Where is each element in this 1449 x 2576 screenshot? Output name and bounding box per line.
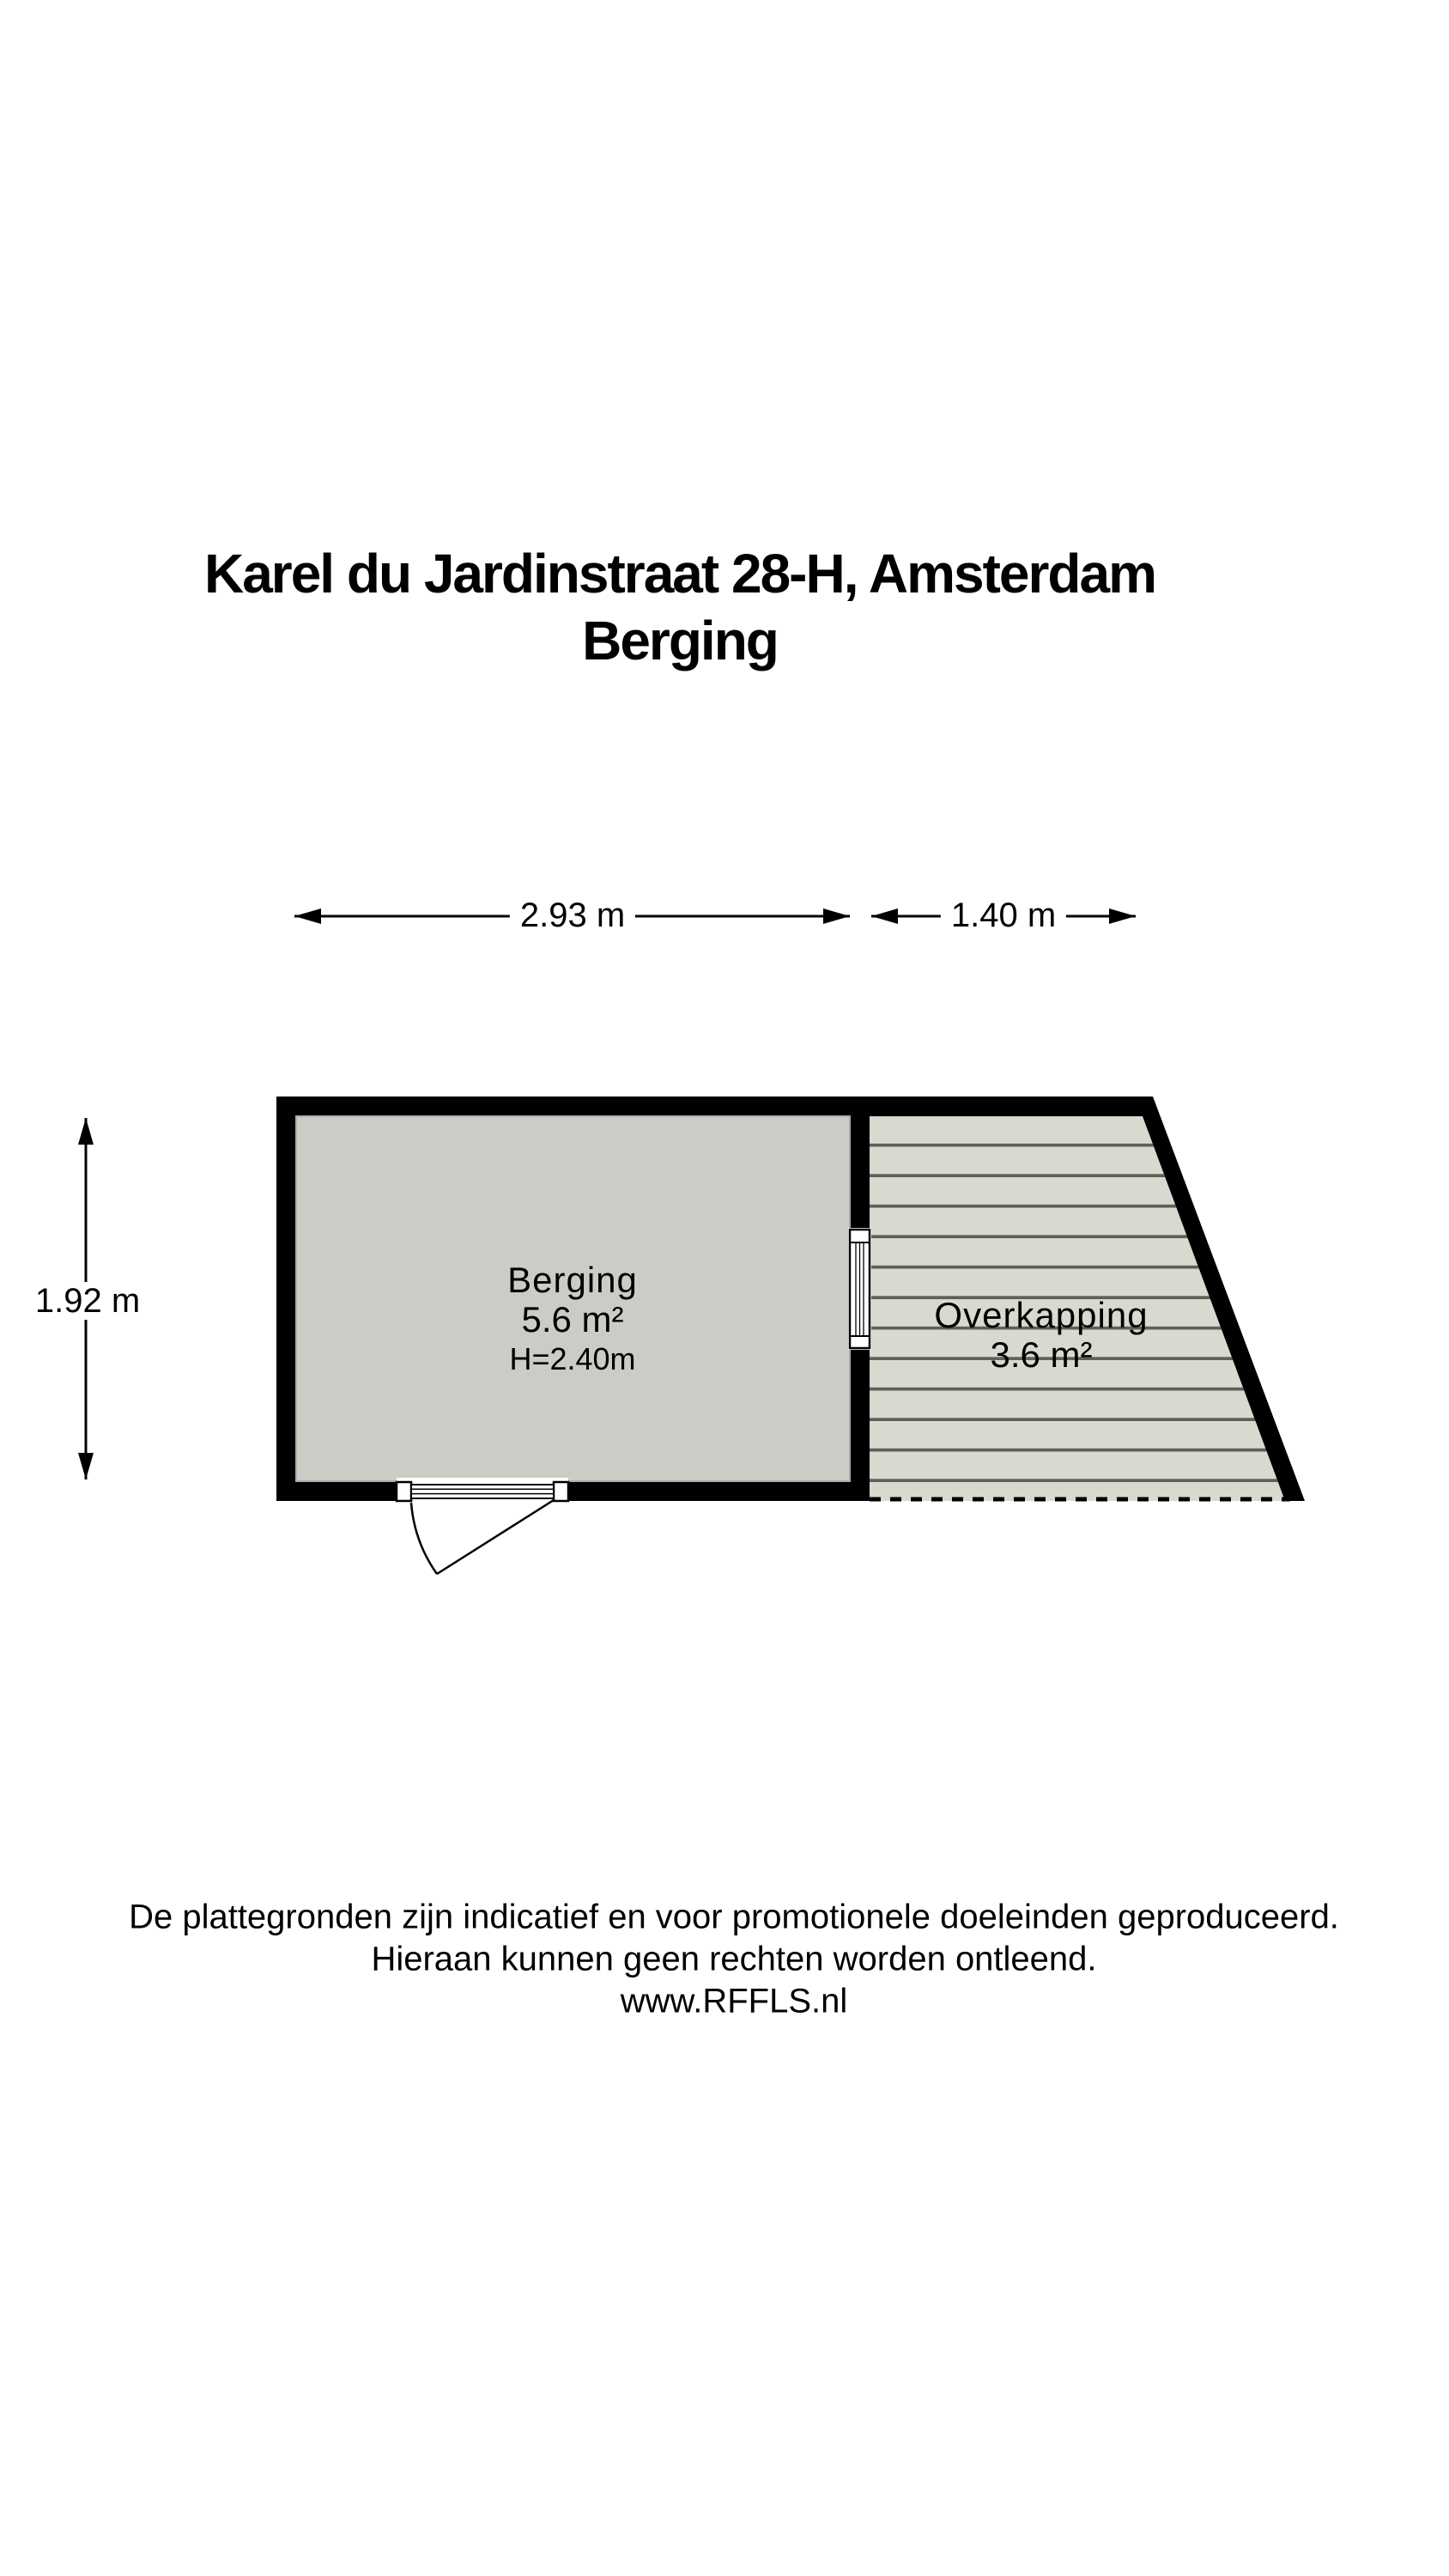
- dim-arrowhead-right: [823, 908, 850, 924]
- berging-room-name: Berging: [507, 1260, 638, 1300]
- dim-arrowhead-left: [294, 908, 321, 924]
- berging-ceiling-height: H=2.40m: [509, 1341, 636, 1376]
- door-jamb-right: [554, 1482, 568, 1501]
- disclaimer-line-1: De plattegronden zijn indicatief en voor promotionele doeleinden geproduceerd.: [129, 1898, 1339, 1936]
- disclaimer-line-2: Hieraan kunnen geen rechten worden ontleend.: [371, 1940, 1097, 1978]
- dim-label-berging-depth: 1.92 m: [25, 1282, 150, 1320]
- door-swing-arc: [411, 1503, 437, 1574]
- overkapping-room-area: 3.6 m²: [990, 1334, 1093, 1375]
- dim-arrowhead-up: [78, 1118, 94, 1145]
- page-subtitle: Berging: [582, 610, 778, 671]
- website-url: www.RFFLS.nl: [620, 1982, 848, 2020]
- dim-arrowhead-right-2: [1109, 908, 1136, 924]
- door-panel: [411, 1485, 554, 1498]
- dim-arrowhead-left-2: [871, 908, 898, 924]
- door-jamb-left: [397, 1482, 411, 1501]
- door-leaf: [437, 1500, 554, 1574]
- overkapping-room-name: Overkapping: [934, 1295, 1149, 1335]
- dim-arrowhead-down: [78, 1453, 94, 1479]
- dim-label-overkapping-width: 1.40 m: [941, 896, 1066, 934]
- berging-room-area: 5.6 m²: [521, 1299, 624, 1340]
- dim-label-berging-width: 2.93 m: [510, 896, 635, 934]
- page-title: Karel du Jardinstraat 28-H, Amsterdam: [203, 543, 1156, 605]
